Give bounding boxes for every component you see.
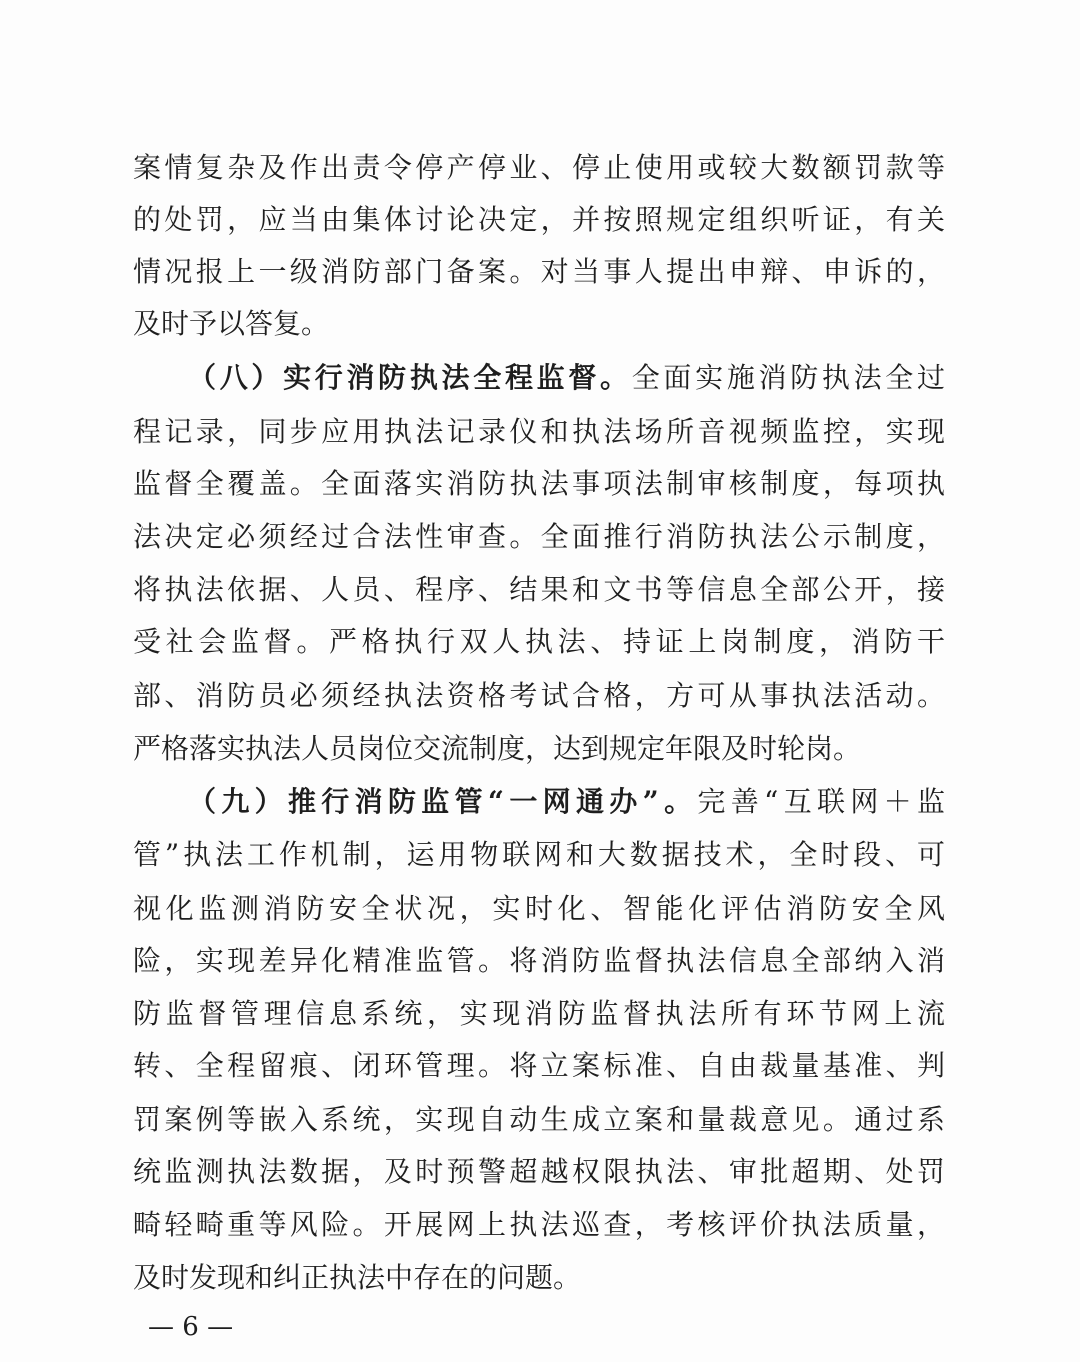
page-number: — 6 —: [148, 1312, 234, 1342]
section-8-first-line-text: 全面实施消防执法全过: [631, 361, 945, 394]
body-text-line: 的处罚，应当由集体讨论决定，并按照规定组织听证，有关: [133, 203, 945, 236]
body-text-line: 案情复杂及作出责令停产停业、停止使用或较大数额罚款等: [133, 151, 945, 184]
section-9-first-line: [188, 782, 945, 822]
body-text-line: 受社会监督。严格执行双人执法、持证上岗制度，消防干: [133, 625, 945, 658]
body-text-line: 管”执法工作机制，运用物联网和大数据技术，全时段、可: [133, 838, 945, 871]
body-text-line: 法决定必须经过合法性审查。全面推行消防执法公示制度，: [133, 520, 945, 553]
section-8-heading: （八）实行消防执法全程监督。: [188, 361, 632, 394]
body-text-line: 视化监测消防安全状况，实时化、智能化评估消防安全风: [133, 892, 945, 925]
body-text-line: 险，实现差异化精准监管。将消防监督执法信息全部纳入消: [133, 944, 945, 977]
section-8-first-line: [188, 358, 945, 398]
body-text-line: 及时发现和纠正执法中存在的问题。: [133, 1261, 582, 1294]
body-text-line: 严格落实执法人员岗位交流制度，达到规定年限及时轮岗。: [133, 732, 862, 765]
section-9-heading: （九）推行消防监管“一网通办”。: [188, 785, 698, 818]
body-text-line: 防监督管理信息系统，实现消防监督执法所有环节网上流: [133, 997, 945, 1030]
section-9-first-line-text: 完善“互联网＋监: [697, 785, 945, 818]
body-text-line: 及时予以答复。: [133, 307, 330, 340]
body-text-line: 部、消防员必须经执法资格考试合格，方可从事执法活动。: [133, 679, 945, 712]
body-text-line: 统监测执法数据，及时预警超越权限执法、审批超期、处罚: [133, 1155, 945, 1188]
body-text-line: 将执法依据、人员、程序、结果和文书等信息全部公开，接: [133, 573, 945, 606]
body-text-line: 罚案例等嵌入系统，实现自动生成立案和量裁意见。通过系: [133, 1103, 945, 1136]
body-text-line: 转、全程留痕、闭环管理。将立案标准、自由裁量基准、判: [133, 1049, 945, 1082]
body-text-line: 情况报上一级消防部门备案。对当事人提出申辩、申诉的，: [133, 255, 945, 288]
body-text-line: 畸轻畸重等风险。开展网上执法巡查，考核评价执法质量，: [133, 1208, 945, 1241]
body-text-line: 监督全覆盖。全面落实消防执法事项法制审核制度，每项执: [133, 467, 945, 500]
body-text-line: 程记录，同步应用执法记录仪和执法场所音视频监控，实现: [133, 415, 945, 448]
